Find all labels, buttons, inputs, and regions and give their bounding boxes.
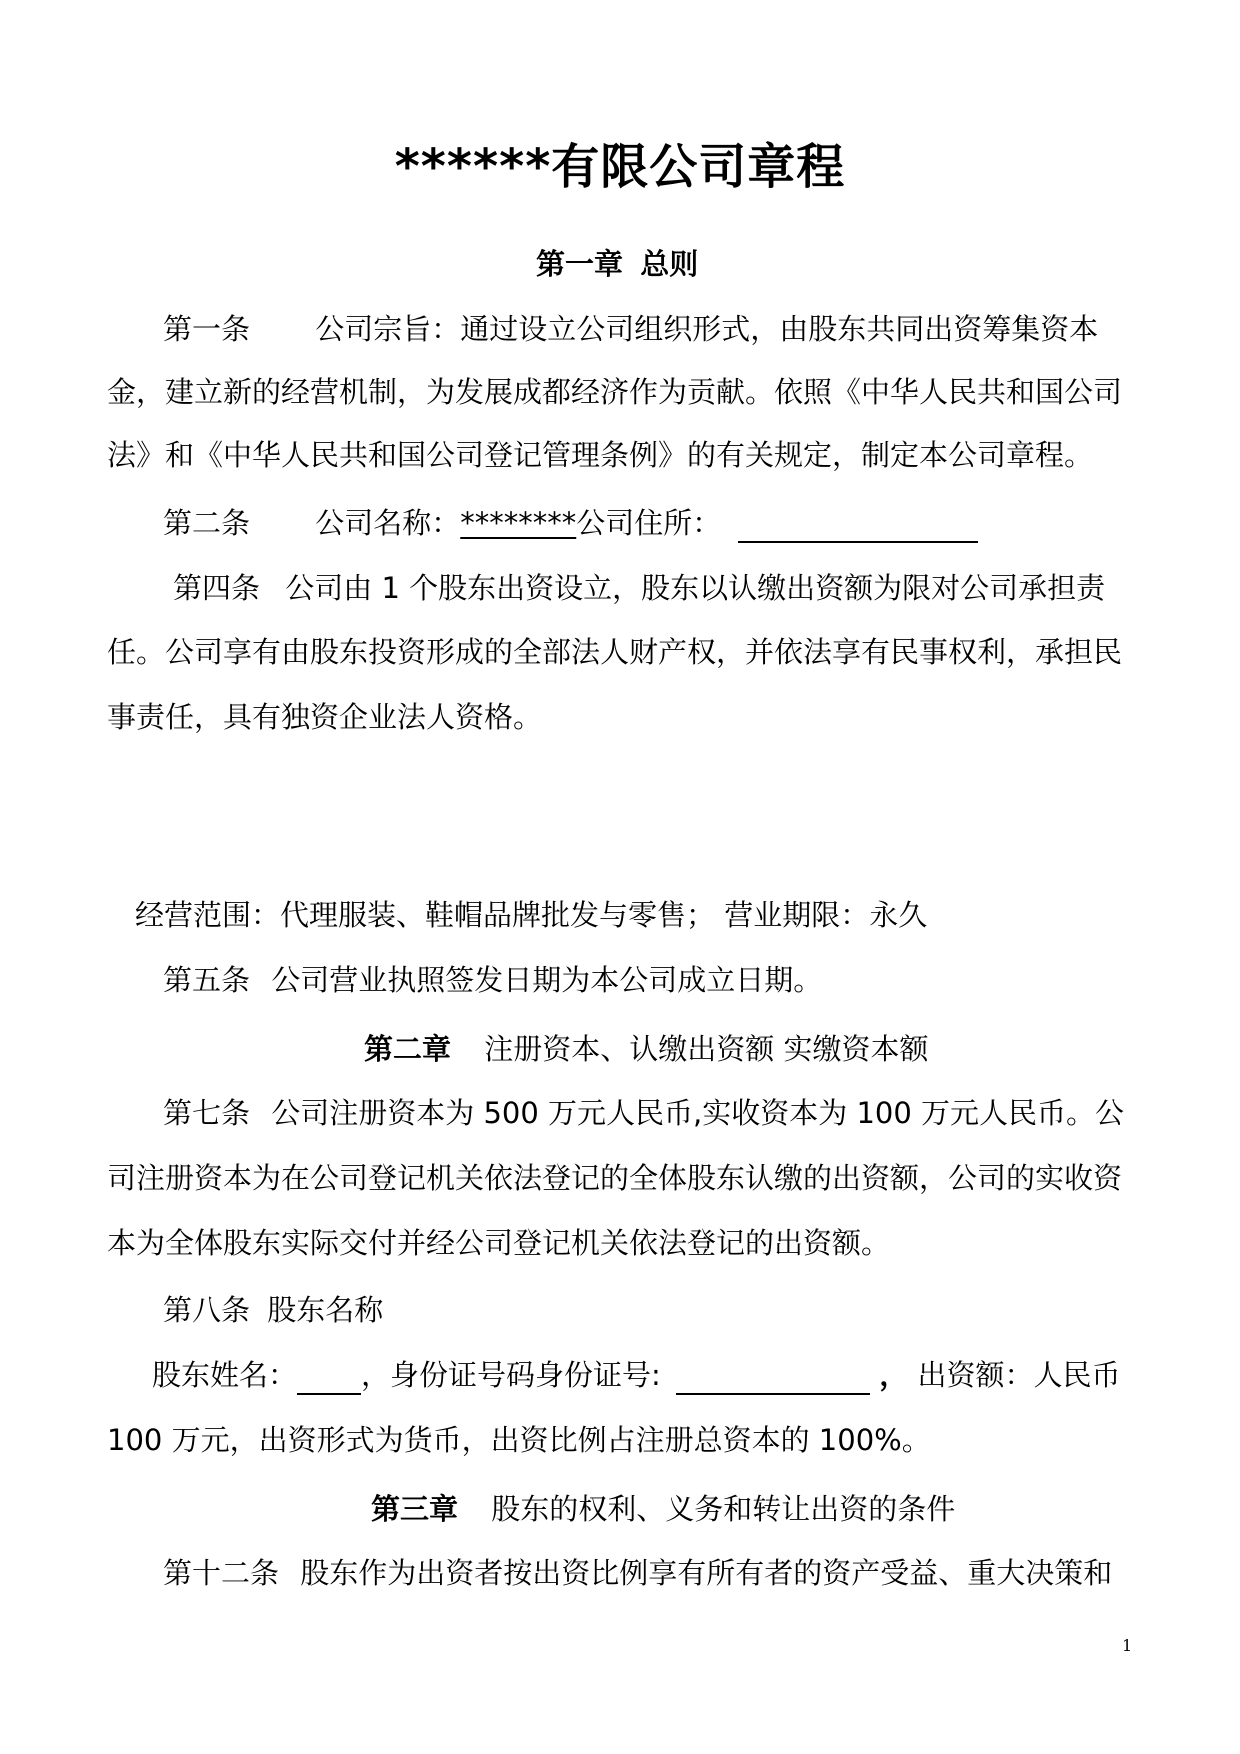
chapter-number: 第一章	[536, 247, 624, 281]
business-scope-line: 经营范围：代理服装、鞋帽品牌批发与零售； 营业期限：永久	[135, 898, 928, 932]
chapter-2-heading	[364, 1027, 928, 1068]
article-7-line-3: 本为全体股东实际交付并经公司登记机关依法登记的出资额。	[107, 1226, 891, 1260]
shareholder-name-label: 股东姓名：	[152, 1358, 298, 1392]
chapter-3-heading	[371, 1487, 955, 1528]
article-1-line-2: 金，建立新的经营机制，为发展成都经济作为贡献。依照《中华人民共和国公司	[107, 375, 1123, 409]
chapter-name: 总则	[640, 247, 699, 281]
article-12-line-1	[163, 1553, 1112, 1593]
chapter-number: 第二章	[364, 1032, 452, 1066]
article-text: 公司宗旨：通过设立公司组织形式，由股东共同出资筹集资本	[315, 312, 1099, 346]
chapter-number: 第三章	[371, 1492, 459, 1526]
article-label: 第一条	[163, 312, 251, 346]
shareholder-line-1	[152, 1355, 1120, 1395]
company-address-blank	[738, 511, 978, 543]
page-number: 1	[1122, 1636, 1133, 1655]
article-text: 股东名称	[267, 1293, 384, 1327]
article-text: 公司由 1 个股东出资设立，股东以认缴出资额为限对公司承担责	[285, 571, 1106, 605]
article-label: 第十二条	[163, 1556, 280, 1590]
shareholder-name-blank	[297, 1363, 361, 1395]
article-label: 第五条	[163, 963, 251, 997]
company-name-label: 公司名称：	[315, 506, 461, 540]
article-label: 第七条	[163, 1096, 251, 1130]
article-4-line-2: 任。公司享有由股东投资形成的全部法人财产权，并依法享有民事权利，承担民	[107, 635, 1123, 669]
article-text: 股东作为出资者按出资比例享有所有者的资产受益、重大决策和	[300, 1556, 1113, 1590]
article-label: 第二条	[163, 506, 251, 540]
shareholder-comma: ，	[879, 1358, 909, 1392]
article-text: 公司注册资本为 500 万元人民币,实收资本为 100 万元人民币。公	[271, 1096, 1125, 1130]
article-1-line-3: 法》和《中华人民共和国公司登记管理条例》的有关规定，制定本公司章程。	[107, 438, 1094, 472]
article-label: 第四条	[173, 571, 261, 605]
article-text: 公司营业执照签发日期为本公司成立日期。	[271, 963, 823, 997]
article-1-line-1	[163, 309, 1098, 349]
article-8-line	[163, 1290, 383, 1330]
article-4-line-3: 事责任，具有独资企业法人资格。	[107, 700, 543, 734]
document-title: ******有限公司章程	[394, 139, 846, 195]
article-7-line-1	[163, 1093, 1124, 1133]
chapter-1-heading	[536, 242, 698, 283]
shareholder-id-label: ，身份证号码身份证号:	[361, 1358, 661, 1392]
shareholder-amount-label: 出资额：人民币	[917, 1358, 1121, 1392]
article-5-line	[163, 960, 822, 1000]
chapter-name: 注册资本、认缴出资额 实缴资本额	[484, 1032, 929, 1066]
article-label: 第八条	[163, 1293, 251, 1327]
company-name-value: ********	[460, 506, 577, 540]
article-4-line-1	[173, 568, 1105, 608]
chapter-name: 股东的权利、义务和转让出资的条件	[491, 1492, 956, 1526]
shareholder-line-2: 100 万元，出资形式为货币，出资比例占注册总资本的 100%。	[107, 1423, 931, 1457]
shareholder-id-blank	[676, 1363, 870, 1395]
company-address-label: 公司住所：	[576, 506, 722, 540]
article-7-line-2: 司注册资本为在公司登记机关依法登记的全体股东认缴的出资额，公司的实收资	[107, 1161, 1123, 1195]
article-2-line	[163, 503, 978, 543]
